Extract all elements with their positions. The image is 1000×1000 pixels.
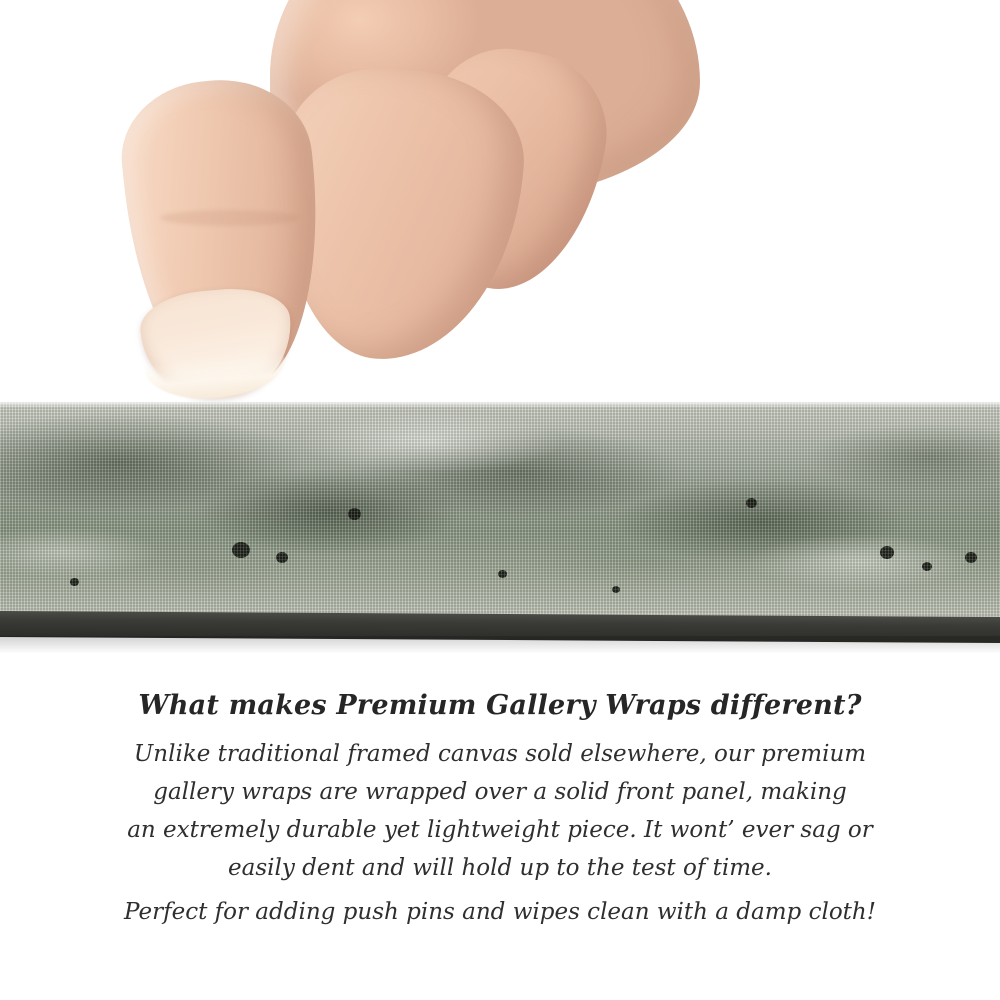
canvas-patina-dark <box>0 402 1000 617</box>
canvas-wrap-edge <box>0 402 1000 617</box>
caption-line-4: easily dent and will hold up to the test of time. <box>228 855 772 881</box>
canvas-edge-highlight <box>0 402 1000 408</box>
caption-line-1: Unlike traditional framed canvas sold elsewhere, our premium <box>133 741 867 767</box>
canvas-speck <box>498 570 507 578</box>
canvas-speck <box>348 508 361 520</box>
canvas-speck <box>965 552 977 563</box>
canvas-speck <box>612 586 620 593</box>
caption-heading: What makes Premium Gallery Wraps different? <box>138 690 862 721</box>
canvas-speck <box>922 562 932 571</box>
finger-crease <box>160 210 300 226</box>
canvas-speck <box>746 498 757 508</box>
canvas-speck <box>276 552 288 563</box>
caption-line-2: gallery wraps are wrapped over a solid front panel, making <box>153 779 847 805</box>
canvas-speck <box>70 578 79 586</box>
caption-closing-line: Perfect for adding push pins and wipes clean with a damp cloth! <box>124 899 876 925</box>
caption-block <box>0 690 1000 931</box>
canvas-speck <box>232 542 250 558</box>
hand-illustration <box>120 0 560 420</box>
canvas-drop-shadow <box>0 636 1000 654</box>
canvas-speck <box>880 546 894 559</box>
caption-line-3: an extremely durable yet lightweight piece. It wont’ ever sag or <box>127 817 873 843</box>
